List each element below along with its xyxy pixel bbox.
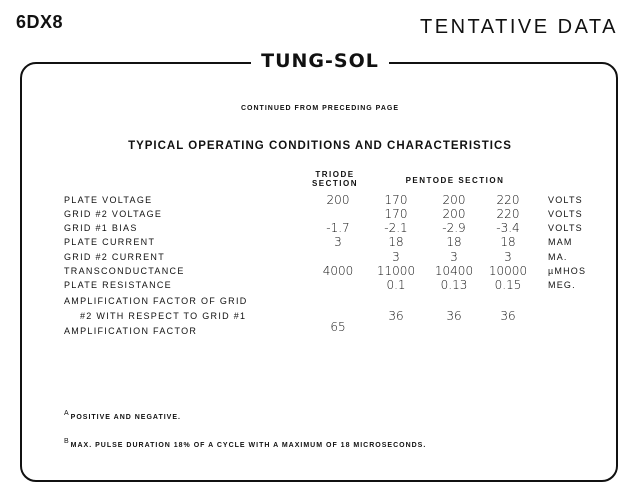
row-label: AMPLIFICATION FACTOR OF GRID <box>64 296 248 306</box>
cell-triode: 200 <box>326 193 350 207</box>
row-unit: MA. <box>548 252 568 262</box>
cell-p2: 3 <box>450 250 458 264</box>
row-unit: MAM <box>548 237 573 247</box>
triode-header-line1: TRIODE <box>315 170 355 179</box>
cell-p2: 18 <box>446 235 462 249</box>
footnote-mark: A <box>64 410 70 417</box>
cell-triode: 3 <box>334 235 342 249</box>
footnote <box>64 410 181 421</box>
brand-logo: TUNG-SOL <box>251 50 389 72</box>
cell-p3: 0.15 <box>494 278 522 292</box>
cell-p2: 36 <box>446 309 462 323</box>
cell-p2: -2.9 <box>442 221 466 235</box>
footnote-mark: B <box>64 438 70 445</box>
row-unit: VOLTS <box>548 223 583 233</box>
brand-banner <box>0 50 640 72</box>
cell-p2: 200 <box>442 193 466 207</box>
section-heading: TYPICAL OPERATING CONDITIONS AND CHARACTERISTICS <box>128 140 512 152</box>
row-label: PLATE CURRENT <box>64 237 156 247</box>
cell-p2: 10400 <box>434 264 474 278</box>
continued-note: CONTINUED FROM PRECEDING PAGE <box>241 105 399 112</box>
cell-p3: 220 <box>496 207 520 221</box>
cell-triode: -1.7 <box>326 221 350 235</box>
cell-p1: 3 <box>392 250 400 264</box>
row-label: PLATE VOLTAGE <box>64 195 153 205</box>
footnote-text: MAX. PULSE DURATION 18% OF A CYCLE WITH A MAXIMUM OF 18 MICROSECONDS. <box>70 442 427 449</box>
row-unit: µMHOS <box>548 266 587 276</box>
cell-triode: 4000 <box>322 264 354 278</box>
cell-p1: 170 <box>384 207 408 221</box>
row-label: #2 WITH RESPECT TO GRID #1 <box>80 311 247 321</box>
tentative-data-label: TENTATIVE DATA <box>420 16 618 38</box>
cell-p3: -3.4 <box>496 221 520 235</box>
footnote <box>64 438 426 449</box>
cell-p1: 18 <box>388 235 404 249</box>
cell-p3: 220 <box>496 193 520 207</box>
pentode-column-header: PENTODE SECTION <box>405 176 505 185</box>
row-label: GRID #2 CURRENT <box>64 252 166 262</box>
footnote-text: POSITIVE AND NEGATIVE. <box>70 414 181 421</box>
triode-header-line2: SECTION <box>311 179 359 188</box>
row-unit: MEG. <box>548 280 576 290</box>
row-unit: VOLTS <box>548 209 583 219</box>
row-label: AMPLIFICATION FACTOR <box>64 326 198 336</box>
row-label: TRANSCONDUCTANCE <box>64 266 185 276</box>
cell-p2: 0.13 <box>440 278 468 292</box>
tube-type: 6DX8 <box>16 12 64 32</box>
row-label: GRID #1 BIAS <box>64 223 138 233</box>
cell-p3: 36 <box>500 309 516 323</box>
cell-p1: 36 <box>388 309 404 323</box>
cell-p1: 0.1 <box>386 278 406 292</box>
cell-p3: 10000 <box>488 264 528 278</box>
cell-p1: -2.1 <box>384 221 408 235</box>
cell-p3: 3 <box>504 250 512 264</box>
cell-triode: 65 <box>330 320 346 334</box>
row-unit: VOLTS <box>548 195 583 205</box>
row-label: GRID #2 VOLTAGE <box>64 209 163 219</box>
cell-p1: 11000 <box>376 264 416 278</box>
row-label: PLATE RESISTANCE <box>64 280 172 290</box>
cell-p2: 200 <box>442 207 466 221</box>
cell-p1: 170 <box>384 193 408 207</box>
cell-p3: 18 <box>500 235 516 249</box>
